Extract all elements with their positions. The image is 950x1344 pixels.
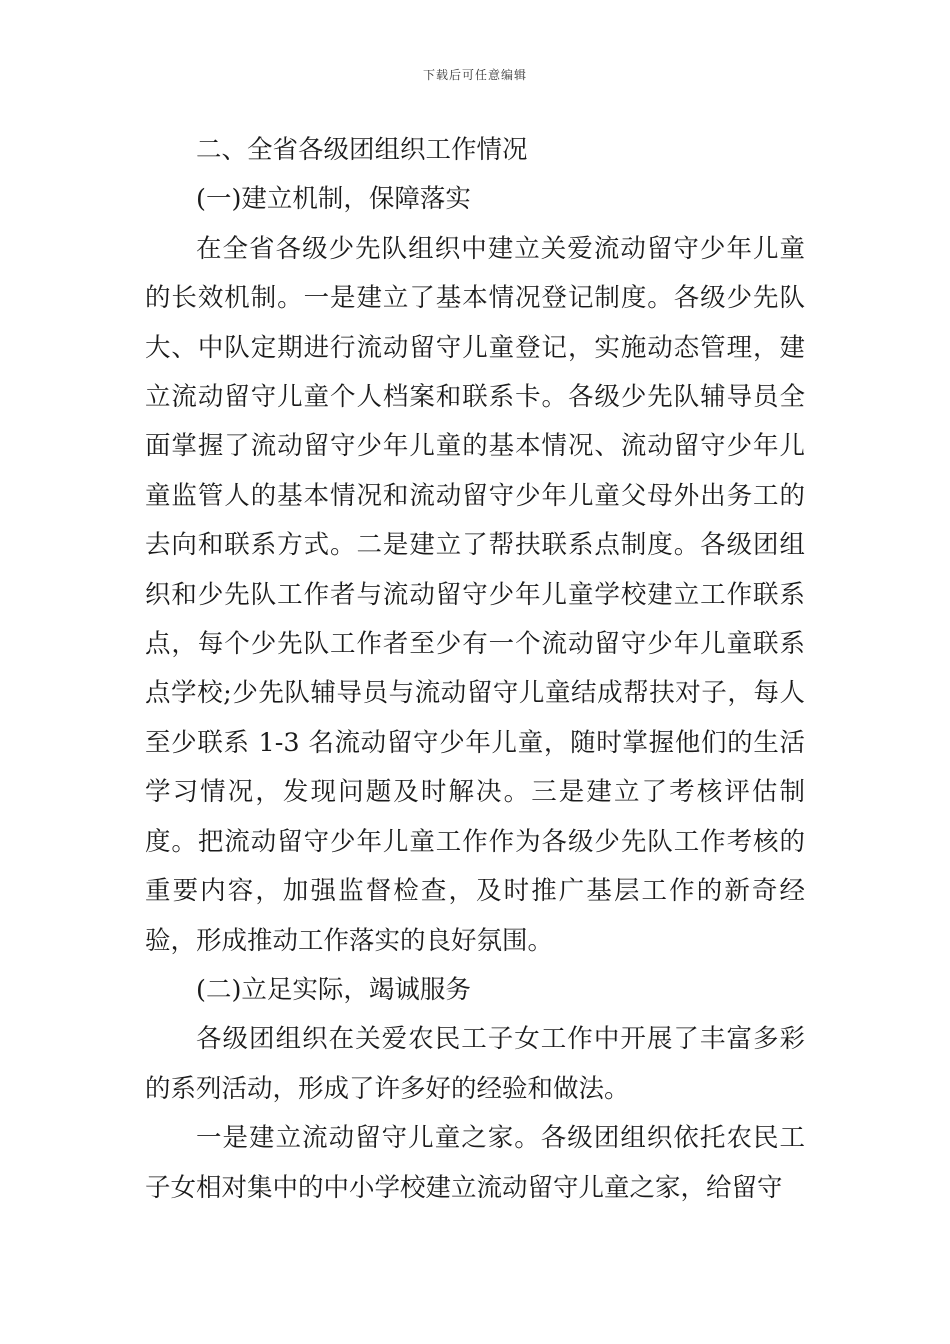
paragraph-3: 一是建立流动留守儿童之家。各级团组织依托农民工子女相对集中的中小学校建立流动留守儿童之家，给留守 — [145, 1123, 805, 1203]
header-note: 下载后可任意编辑 — [422, 68, 527, 82]
paragraph-2: 各级团组织在关爱农民工子女工作中开展了丰富多彩的系列活动，形成了许多好的经验和做法。 — [145, 1024, 805, 1104]
document-body — [145, 126, 805, 1213]
section-title: 二、全省各级团组织工作情况 — [196, 135, 528, 165]
subsection-title-1: (一)建立机制，保障落实 — [196, 184, 471, 215]
paragraph-1: 在全省各级少先队组织中建立关爱流动留守少年儿童的长效机制。一是建立了基本情况登记制度。各级少先队大、中队定期进行流动留守儿童登记，实施动态管理，建立流动留守儿童个人档案和联系卡。各级少先队辅导员全面掌握了流动留守少年儿童的基本情况、流动留守少年儿童监管人的基本情况和流动留守少年儿童父母外出务工的去向和联系方式。二是建立了帮扶联系点制度。各级团组织和少先队工作者与流动留守少年儿童学校建立工作联系点，每个少先队工作者至少有一个流动留守少年儿童联系点学校;少先队辅导员与流动留守儿童结成帮扶对子，每人至少联系 1-3 名流动留守少年儿童，随时掌握他们的生活学习情况，发现问题及时解决。三是建立了考核评估制度。把流动留守少年儿童工作作为各级少先队工作考核的重要内容，加强监督检查，及时推广基层工作的新奇经验，形成推动工作落实的良好氛围。 — [145, 233, 805, 956]
subsection-title-2: (二)立足实际，竭诚服务 — [196, 974, 471, 1005]
